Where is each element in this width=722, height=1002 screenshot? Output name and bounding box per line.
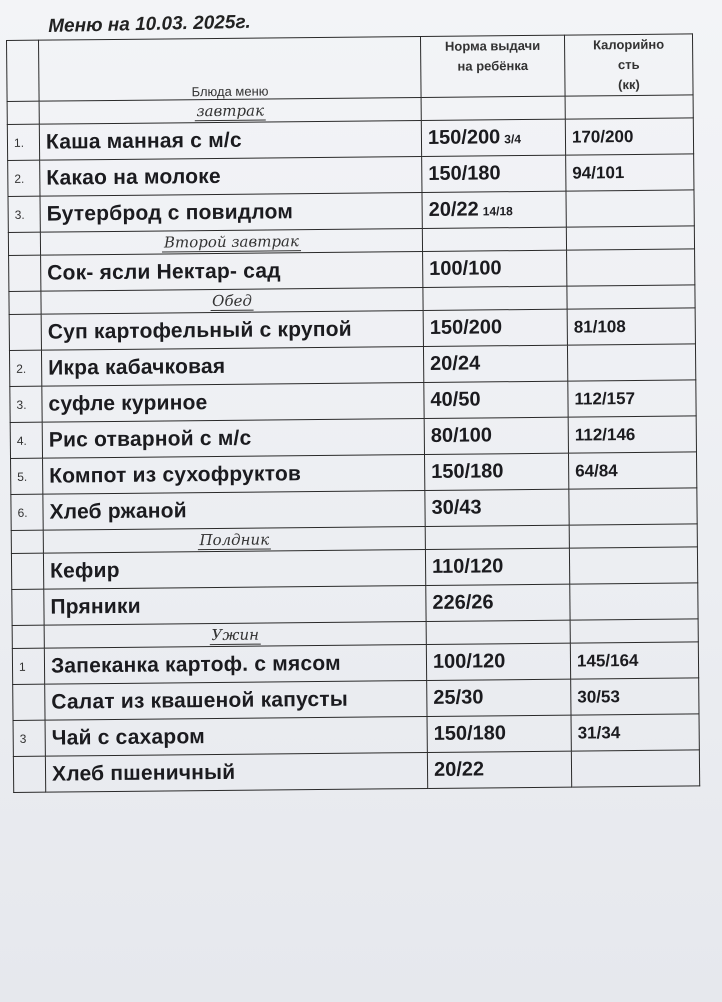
row-number: 3.	[8, 196, 40, 232]
calories: 81/108	[567, 308, 695, 345]
serving-norm-cell	[425, 548, 569, 585]
serving-norm: 150/200	[427, 126, 501, 149]
serving-norm-cell	[425, 489, 569, 526]
calories	[567, 344, 695, 381]
section-cal-cell	[567, 285, 695, 309]
dish-name: Компот из сухофруктов	[43, 455, 425, 495]
serving-norm-cell	[423, 309, 567, 346]
row-number	[12, 589, 44, 625]
serving-norm-cell	[426, 584, 570, 621]
row-number	[9, 314, 41, 350]
row-number	[9, 255, 41, 291]
section-cal-cell	[565, 95, 693, 119]
dish-name: Какао на молоке	[40, 157, 422, 197]
row-number: 5.	[11, 458, 43, 494]
header-dish: Блюда меню	[39, 37, 422, 102]
calories: 64/84	[568, 452, 696, 489]
section-num-cell	[7, 101, 39, 124]
section-num-cell	[9, 291, 41, 314]
section-title: Ужин	[209, 626, 261, 645]
section-title: Обед	[210, 292, 254, 311]
menu-row	[13, 750, 699, 793]
page-title: Меню на 10.03. 2025г.	[48, 11, 251, 37]
section-title: Полдник	[197, 530, 271, 550]
calories: 94/101	[566, 154, 694, 191]
row-number: 1	[12, 648, 44, 684]
serving-norm: 30/43	[431, 496, 482, 519]
dish-name: Бутерброд с повидлом	[40, 193, 422, 233]
section-norm-cell	[426, 620, 570, 644]
header-num-cell	[7, 40, 40, 101]
serving-norm: 20/22	[428, 198, 479, 221]
calories: 112/157	[568, 380, 696, 417]
row-number: 6.	[11, 494, 43, 530]
dish-name: Сок- ясли Нектар- сад	[41, 252, 423, 292]
section-cal-cell	[570, 619, 698, 643]
header-cal-line3: (кк)	[618, 76, 640, 93]
row-number: 1.	[7, 124, 39, 160]
dish-name: Хлеб ржаной	[43, 491, 425, 531]
serving-norm: 226/26	[432, 591, 494, 614]
serving-norm: 150/180	[431, 460, 504, 483]
calories: 31/34	[571, 714, 699, 751]
serving-norm-cell	[422, 155, 566, 192]
section-num-cell	[11, 530, 43, 553]
section-norm-cell	[422, 227, 566, 251]
row-number: 3.	[10, 386, 42, 422]
dish-name: Икра кабачковая	[41, 347, 423, 387]
serving-norm-cell	[426, 643, 570, 680]
calories	[567, 249, 695, 286]
serving-norm: 25/30	[433, 686, 484, 709]
calories: 170/200	[565, 118, 693, 155]
calories	[571, 750, 699, 787]
serving-norm-cell	[424, 381, 568, 418]
dish-name: суфле куриное	[42, 383, 424, 423]
serving-norm-cell	[421, 119, 565, 156]
calories	[569, 547, 697, 584]
serving-note: 3/4	[504, 132, 522, 147]
serving-norm: 100/100	[429, 257, 502, 280]
serving-norm: 20/24	[430, 352, 481, 375]
calories: 145/164	[570, 642, 698, 679]
dish-name: Запеканка картоф. с мясом	[44, 644, 426, 684]
header-norm-line2: на ребёнка	[457, 57, 529, 74]
serving-norm-cell	[427, 679, 571, 716]
dish-name: Салат из квашеной капусты	[45, 680, 427, 720]
serving-note: 14/18	[482, 204, 513, 219]
section-num-cell	[12, 625, 44, 648]
menu-table	[6, 33, 700, 793]
dish-name: Пряники	[44, 585, 426, 625]
serving-norm: 20/22	[433, 758, 485, 781]
calories	[570, 583, 698, 620]
calories	[566, 190, 694, 227]
section-cal-cell	[566, 226, 694, 250]
row-number	[13, 684, 45, 720]
serving-norm-cell	[424, 417, 568, 454]
serving-norm-cell	[427, 715, 571, 752]
dish-name: Суп картофельный с крупой	[41, 311, 423, 351]
header-norm-line1: Норма выдачи	[444, 37, 541, 54]
serving-norm: 150/200	[429, 316, 503, 339]
header-cal-line1: Калорийно	[592, 36, 665, 53]
header-row	[7, 34, 694, 102]
serving-norm-cell	[427, 751, 571, 788]
section-norm-cell	[421, 96, 565, 120]
serving-norm: 100/120	[432, 650, 506, 673]
serving-norm-cell	[422, 191, 566, 228]
section-num-cell	[8, 232, 40, 255]
serving-norm: 150/180	[433, 722, 507, 745]
calories: 30/53	[571, 678, 699, 715]
serving-norm-cell	[423, 250, 567, 287]
section-cal-cell	[569, 524, 697, 548]
serving-norm-cell	[424, 453, 568, 490]
menu-body	[7, 95, 700, 793]
row-number: 2.	[8, 160, 40, 196]
header-calories	[564, 34, 693, 96]
header-norm	[420, 35, 565, 97]
row-number	[11, 553, 43, 589]
serving-norm: 110/120	[431, 555, 504, 578]
row-number	[13, 756, 45, 792]
serving-norm-cell	[423, 345, 567, 382]
serving-norm: 40/50	[430, 388, 481, 411]
dish-name: Каша манная с м/с	[39, 121, 421, 161]
serving-norm: 150/180	[428, 162, 501, 185]
section-norm-cell	[425, 525, 569, 549]
section-title: Второй завтрак	[162, 232, 301, 252]
calories: 112/146	[568, 416, 696, 453]
calories	[569, 488, 697, 525]
dish-name: Кефир	[43, 549, 425, 589]
serving-norm: 80/100	[430, 424, 493, 447]
header-cal-line2: сть	[617, 56, 640, 73]
row-number: 2.	[9, 350, 41, 386]
row-number: 3	[13, 720, 45, 756]
dish-name: Рис отварной с м/с	[42, 419, 424, 459]
row-number: 4.	[10, 422, 42, 458]
section-norm-cell	[423, 286, 567, 310]
section-title: завтрак	[194, 102, 266, 122]
dish-name: Хлеб пшеничный	[45, 752, 427, 792]
dish-name: Чай с сахаром	[45, 716, 427, 756]
